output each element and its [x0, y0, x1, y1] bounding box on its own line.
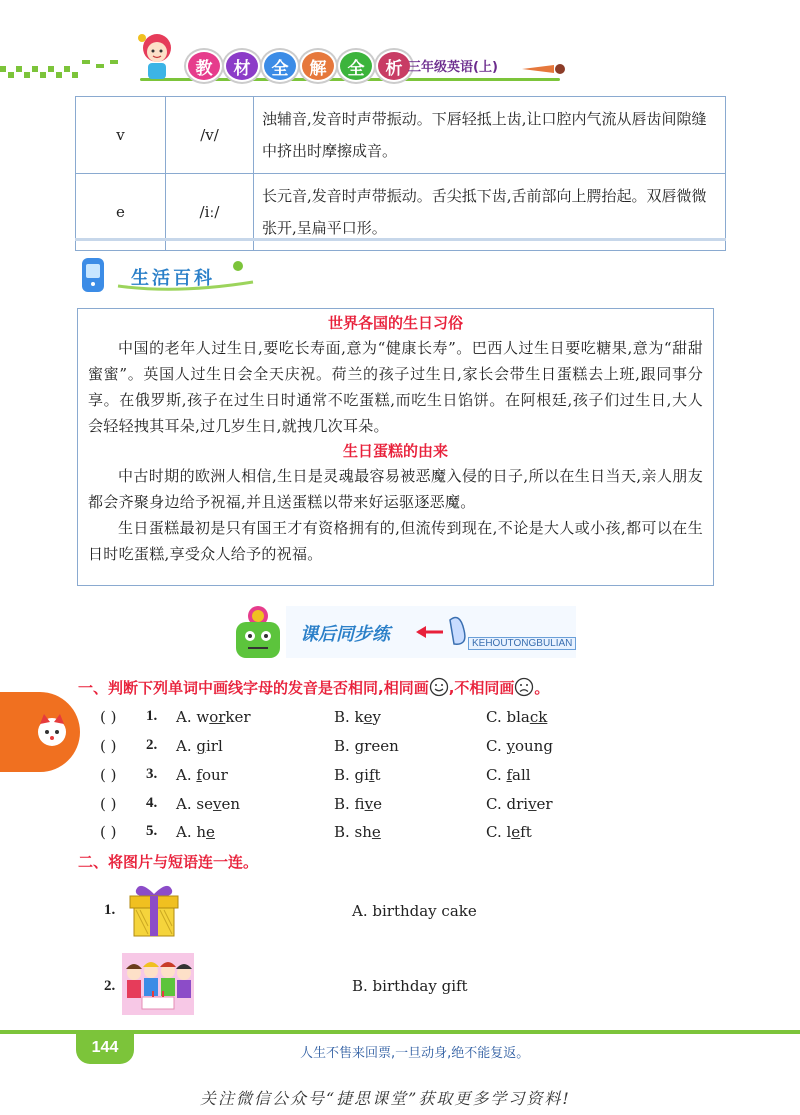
option-c	[486, 708, 547, 726]
option-c	[486, 737, 553, 755]
option-b	[334, 795, 382, 813]
letter-cell: v	[76, 97, 166, 174]
book-title	[186, 50, 412, 82]
title-char-3: 解	[300, 50, 336, 82]
girl-mascot-icon	[132, 28, 182, 86]
option-b	[334, 737, 399, 755]
list-item	[100, 795, 620, 819]
question-1-title	[78, 677, 549, 698]
phonetic-cell: /v/	[166, 97, 254, 174]
option-text: A.	[176, 737, 197, 755]
option-text: ker	[225, 708, 251, 726]
option-text: A. se	[176, 795, 213, 813]
item-number: 2.	[146, 737, 158, 753]
phonics-table	[75, 96, 726, 251]
answer-blank[interactable]: ( )	[100, 708, 117, 726]
item-number: 1.	[146, 708, 158, 724]
underlined-letters: or	[209, 708, 226, 726]
option-a	[176, 795, 240, 813]
question-1-text: 一、判断下列单词中画线字母的发音是否相同,相同画	[78, 679, 429, 697]
table-shadow	[75, 238, 726, 241]
option-text: B. gi	[334, 766, 369, 784]
option-text: B. fi	[334, 795, 365, 813]
match-phrase-b[interactable]: B. birthday gift	[352, 977, 468, 995]
option-text: A.	[176, 766, 197, 784]
question-2-title: 二、将图片与短语连一连。	[78, 853, 259, 871]
after-class-practice-pinyin: KEHOUTONGBULIAN	[468, 637, 576, 650]
option-text: e	[373, 795, 382, 813]
underlined-letters: e	[371, 823, 381, 841]
list-item	[100, 823, 620, 847]
option-text: B. k	[334, 708, 364, 726]
title-char-1: 材	[224, 50, 260, 82]
option-text: er	[536, 795, 553, 813]
underlined-letters: f	[506, 766, 513, 784]
option-text: C.	[486, 737, 507, 755]
answer-blank[interactable]: ( )	[100, 795, 117, 813]
title-char-5: 析	[376, 50, 412, 82]
option-b	[334, 823, 381, 841]
option-text: C. l	[486, 823, 512, 841]
after-class-practice-title: 课后同步练	[300, 624, 390, 645]
item-number: 3.	[146, 766, 158, 782]
answer-blank[interactable]: ( )	[100, 823, 117, 841]
customs-heading: 世界各国的生日习俗	[327, 314, 463, 332]
item-number: 2.	[104, 978, 116, 994]
option-c	[486, 795, 553, 813]
option-c	[486, 766, 531, 784]
option-b	[334, 766, 381, 784]
option-text: oung	[514, 737, 553, 755]
match-number	[104, 976, 115, 995]
gift-box-image[interactable]	[122, 880, 186, 940]
underlined-letters: v	[528, 795, 537, 813]
underlined-letters: ck	[529, 708, 548, 726]
underlined-letters: e	[206, 823, 215, 841]
option-text: y	[372, 708, 382, 726]
underlined-letters: e	[363, 708, 373, 726]
page-number: 144	[76, 1034, 134, 1064]
title-char-0: 教	[186, 50, 222, 82]
question-1-text-end: 。	[534, 679, 550, 697]
item-number: 5.	[146, 823, 158, 839]
option-text: all	[512, 766, 531, 784]
sad-face-icon	[514, 677, 534, 697]
option-text: C.	[486, 766, 507, 784]
option-text: A. h	[176, 823, 207, 841]
underlined-letters: f	[196, 766, 202, 784]
cake-origin-paragraph-2: 生日蛋糕最初是只有国王才有资格拥有的,但流传到现在,不论是大人或小孩,都可以在生日时吃蛋糕,享受众人给予的祝福。	[88, 519, 703, 563]
option-c	[486, 823, 532, 841]
description-cell: 长元音,发音时声带振动。舌尖抵下齿,舌前部向上腭抬起。双唇微微张开,呈扁平口形。	[254, 174, 726, 251]
customs-paragraph: 中国的老年人过生日,要吃长寿面,意为“健康长寿”。巴西人过生日要吃糖果,意为“甜甜蜜蜜”。英国人过生日会全天庆祝。荷兰的孩子过生日,家长会带生日蛋糕去上班,跟同事分享。在俄罗斯,孩子在过生日时通常不吃蛋糕,而吃生日馅饼。在阿根廷,孩子们过生日,大人会轻轻拽其耳朵,过几岁生日,就拽几次耳朵。	[88, 339, 703, 435]
answer-blank[interactable]: ( )	[100, 737, 117, 755]
underlined-letters: e	[511, 823, 521, 841]
option-b	[334, 708, 381, 726]
option-text: t	[374, 766, 381, 784]
question-1-text-mid: ,不相同画	[448, 679, 515, 697]
option-text: B.	[334, 737, 355, 755]
description-cell: 浊辅音,发音时声带振动。下唇轻抵上齿,让口腔内气流从唇齿间隙缝中挤出时摩擦成音。	[254, 97, 726, 174]
underlined-letters: v	[364, 795, 374, 813]
underlined-letters: v	[212, 795, 222, 813]
option-text: irl	[205, 737, 223, 755]
option-text: C. bla	[486, 708, 530, 726]
underlined-letters: g	[354, 737, 365, 755]
cake-origin-heading: 生日蛋糕的由来	[342, 442, 448, 460]
option-text: A. w	[176, 708, 210, 726]
list-item	[100, 766, 620, 790]
decorative-checker-strip	[0, 60, 140, 82]
page-header	[0, 0, 800, 95]
side-tab	[0, 692, 80, 772]
birthday-customs-box	[77, 308, 714, 586]
option-text: en	[221, 795, 240, 813]
list-item	[100, 737, 620, 761]
life-encyclopedia-label: 生活百科	[131, 268, 215, 289]
option-a	[176, 766, 228, 784]
item-number: 4.	[146, 795, 158, 811]
handwritten-note: 关注微信公众号“捷思课堂”获取更多学习资料!	[200, 1089, 571, 1108]
option-text: B. sh	[334, 823, 372, 841]
underlined-letters: y	[506, 737, 515, 755]
cake-origin-paragraph-1: 中古时期的欧洲人相信,生日是灵魂最容易被恶魔入侵的日子,所以在生日当天,亲人朋友都会齐聚身边给予祝福,并且送蛋糕以带来好运驱逐恶魔。	[88, 467, 703, 511]
option-a	[176, 737, 223, 755]
table-row	[76, 97, 726, 174]
after-class-practice-banner	[228, 600, 578, 664]
list-item	[100, 708, 620, 732]
fox-mascot-icon	[32, 710, 72, 750]
title-char-2: 全	[262, 50, 298, 82]
title-char-4: 全	[338, 50, 374, 82]
option-text: reen	[364, 737, 399, 755]
underlined-letters: g	[196, 737, 206, 755]
smiley-face-icon	[429, 677, 449, 697]
underlined-letters: f	[368, 766, 375, 784]
grade-label: 三年级英语(上)	[408, 60, 498, 75]
pencil-icon	[520, 62, 568, 76]
option-text: C. dri	[486, 795, 529, 813]
footer-motto: 人生不售来回票,一旦动身,绝不能复返。	[300, 1046, 530, 1061]
match-number	[104, 900, 115, 919]
letter-cell: e	[76, 174, 166, 251]
option-text: our	[201, 766, 228, 784]
answer-blank[interactable]: ( )	[100, 766, 117, 784]
option-a	[176, 823, 215, 841]
match-phrase-a[interactable]: A. birthday cake	[352, 902, 477, 920]
option-text: ft	[520, 823, 532, 841]
birthday-party-image[interactable]	[122, 953, 194, 1015]
option-a	[176, 708, 251, 726]
item-number: 1.	[104, 902, 116, 918]
phonetic-cell: /iː/	[166, 174, 254, 251]
